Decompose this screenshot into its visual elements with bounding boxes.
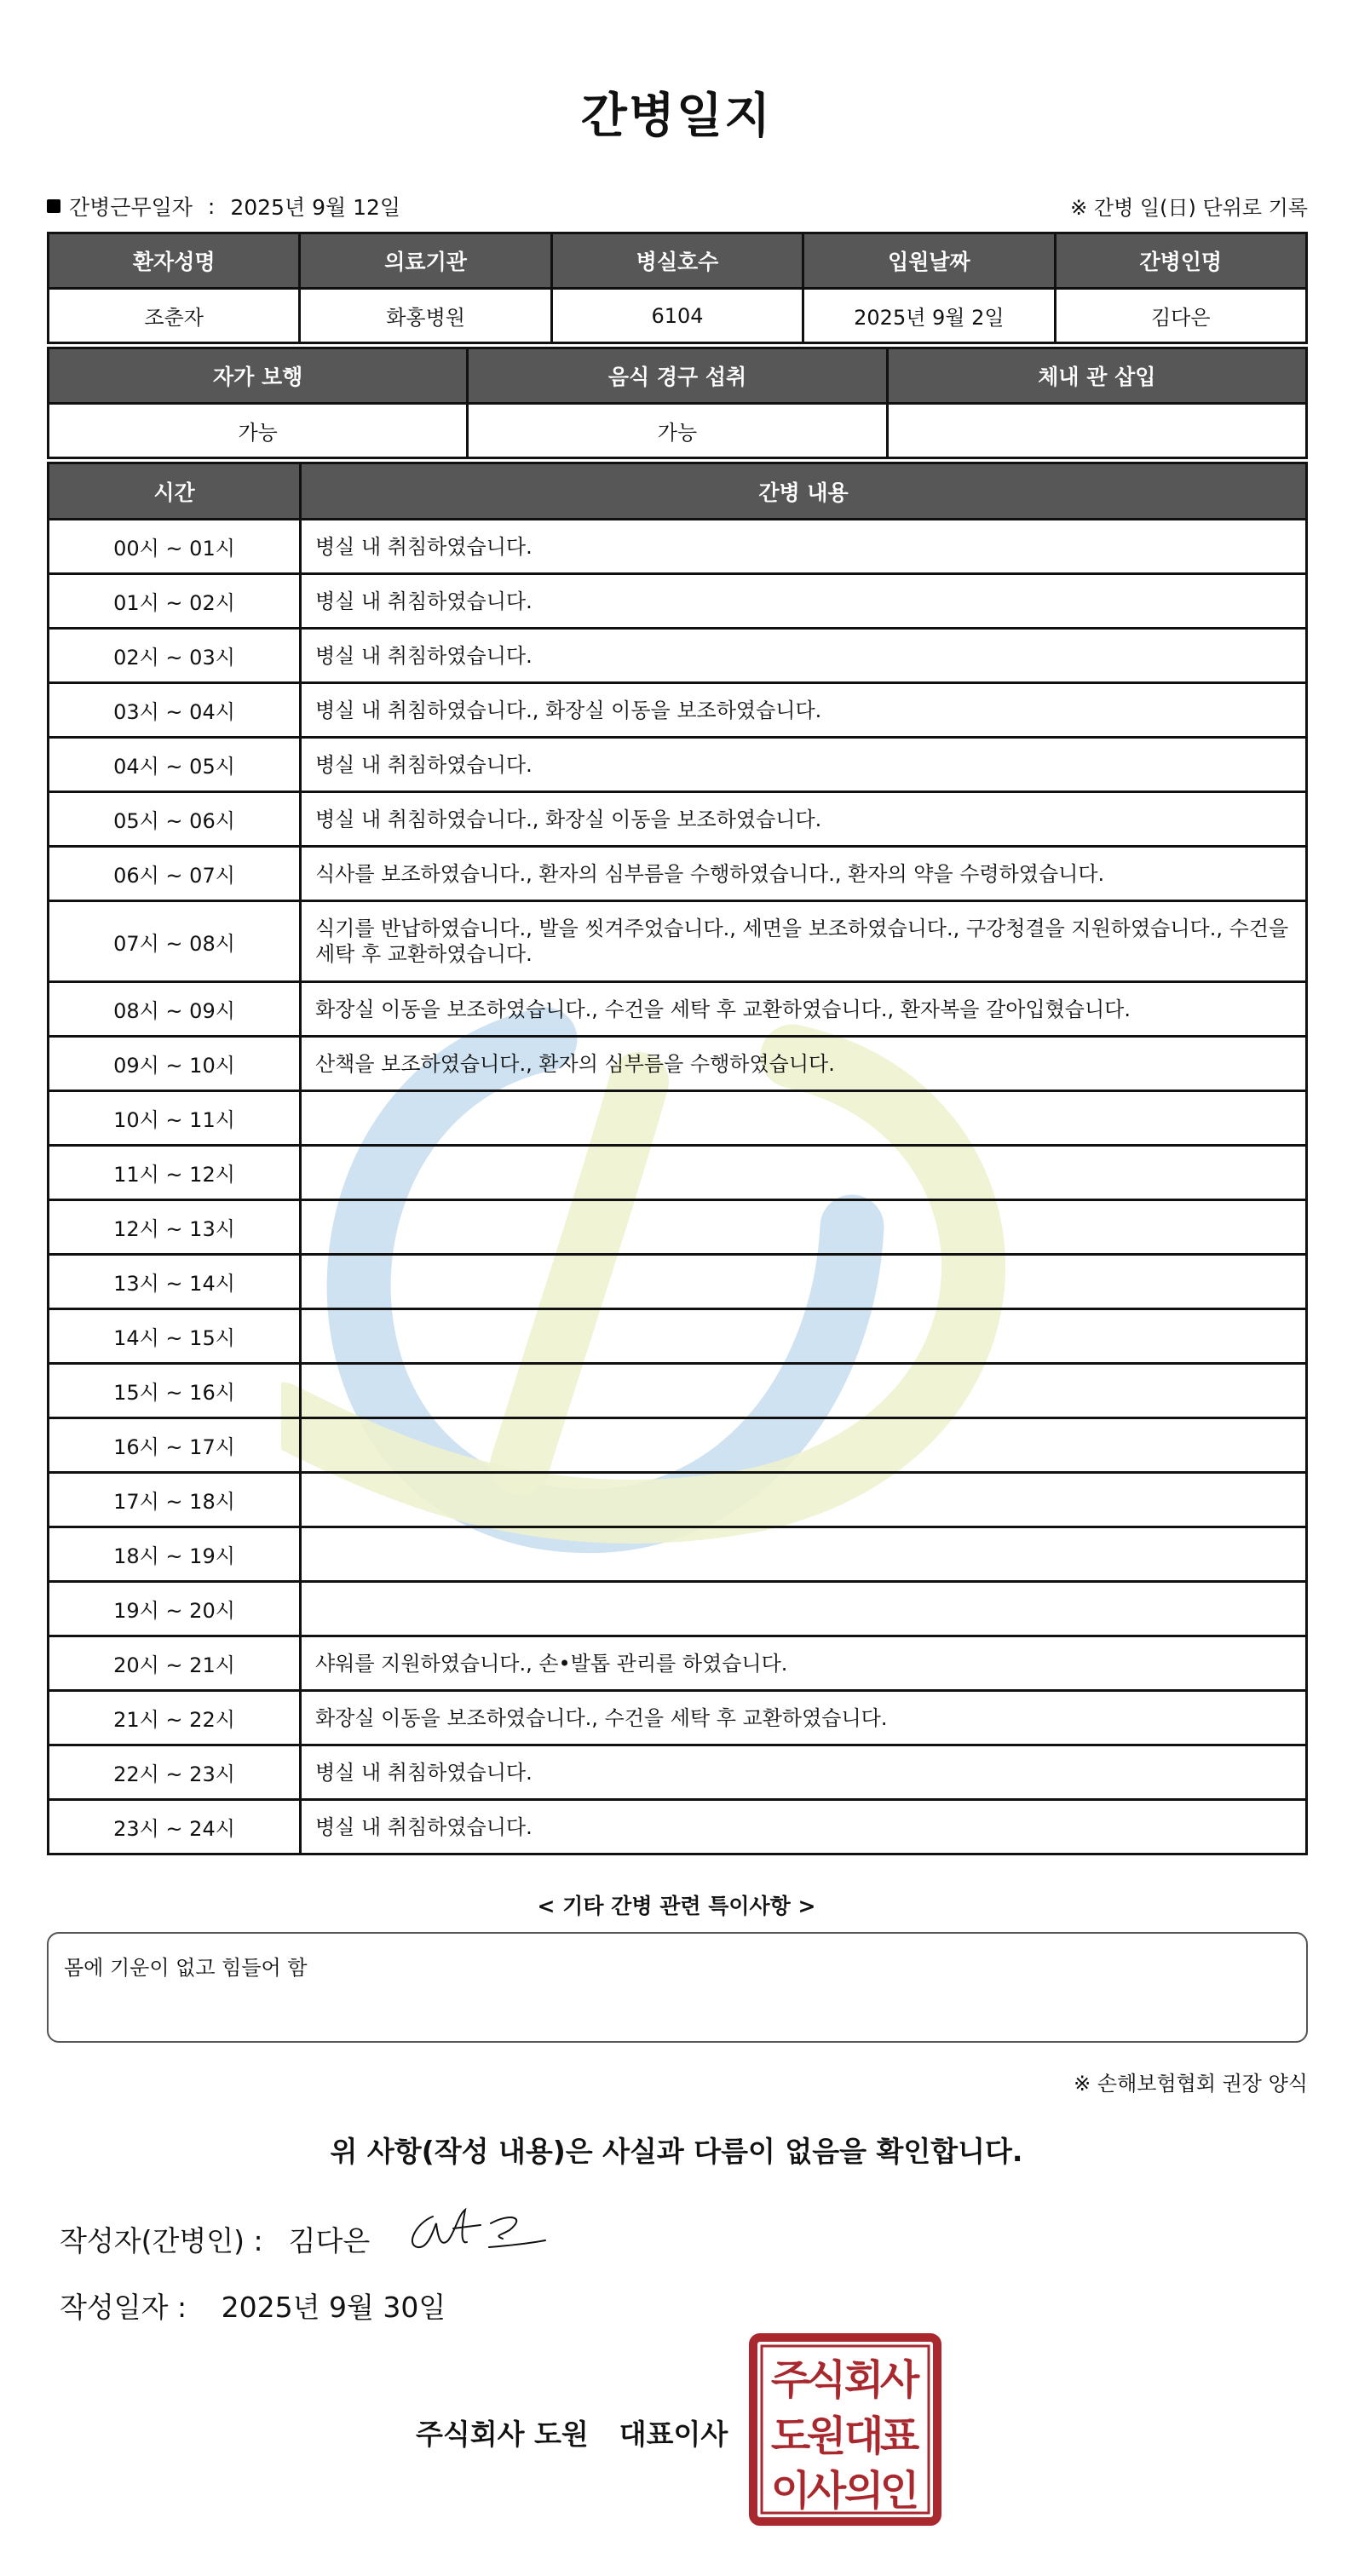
log-row <box>49 738 1307 792</box>
log-row <box>49 1418 1307 1473</box>
log-row <box>49 520 1307 574</box>
log-time: 19시 ~ 20시 <box>49 1582 301 1636</box>
patient-value-row <box>49 289 1307 343</box>
condition-header-row <box>49 348 1307 404</box>
header-hospital: 의료기관 <box>300 233 551 289</box>
work-date <box>47 191 400 221</box>
log-row <box>49 1255 1307 1309</box>
svg-text:원: 원 <box>806 2412 847 2460</box>
log-row <box>49 1200 1307 1255</box>
log-time: 10시 ~ 11시 <box>49 1091 301 1146</box>
log-content <box>301 1473 1307 1527</box>
svg-text:인: 인 <box>879 2467 920 2515</box>
company-name: 주식회사 도원 <box>416 2418 589 2451</box>
notes-box <box>47 1932 1308 2043</box>
log-time: 07시 ~ 08시 <box>49 901 301 982</box>
header-self-walking: 자가 보행 <box>49 348 468 404</box>
log-content <box>301 1418 1307 1473</box>
log-content <box>301 1255 1307 1309</box>
log-content: 병실 내 취침하였습니다. <box>301 629 1307 683</box>
log-row <box>49 1146 1307 1200</box>
patient-header-row <box>49 233 1307 289</box>
page-title: 간병일지 <box>580 89 773 144</box>
log-content <box>301 1091 1307 1146</box>
header-admission-date: 입원날짜 <box>803 233 1055 289</box>
log-time: 22시 ~ 23시 <box>49 1745 301 1800</box>
log-content: 병실 내 취침하였습니다. <box>301 574 1307 629</box>
written-date-line <box>60 2286 446 2326</box>
log-row <box>49 1636 1307 1691</box>
writer-name: 김다은 <box>288 2224 371 2257</box>
log-time: 01시 ~ 02시 <box>49 574 301 629</box>
caregiver-name: 김다은 <box>1055 289 1306 343</box>
log-time: 11시 ~ 12시 <box>49 1146 301 1200</box>
header-caregiver-name: 간병인명 <box>1055 233 1306 289</box>
log-content: 샤워를 지원하였습니다., 손•발톱 관리를 하였습니다. <box>301 1636 1307 1691</box>
unit-note: ※ 간병 일(日) 단위로 기록 <box>1070 196 1308 220</box>
log-row <box>49 1745 1307 1800</box>
log-row <box>49 1527 1307 1582</box>
svg-text:식: 식 <box>806 2356 847 2404</box>
log-time: 15시 ~ 16시 <box>49 1364 301 1418</box>
log-header-row <box>49 463 1307 520</box>
log-time: 00시 ~ 01시 <box>49 520 301 574</box>
notes-title: < 기타 간병 관련 특이사항 > <box>537 1894 816 1918</box>
log-time: 05시 ~ 06시 <box>49 792 301 847</box>
svg-text:표: 표 <box>879 2412 920 2460</box>
confirm-statement: 위 사항(작성 내용)은 사실과 다름이 없음을 확인합니다. <box>330 2135 1023 2168</box>
self-walking-value: 가능 <box>49 404 468 458</box>
svg-text:회: 회 <box>843 2356 884 2404</box>
log-time: 20시 ~ 21시 <box>49 1636 301 1691</box>
log-time: 17시 ~ 18시 <box>49 1473 301 1527</box>
log-content: 병실 내 취침하였습니다. <box>301 520 1307 574</box>
log-content: 병실 내 취침하였습니다. <box>301 1745 1307 1800</box>
log-row <box>49 1800 1307 1854</box>
log-row <box>49 1691 1307 1745</box>
company-rep-title: 대표이사 <box>619 2418 728 2451</box>
condition-table <box>47 347 1308 459</box>
log-content: 식사를 보조하였습니다., 환자의 심부름을 수행하였습니다., 환자의 약을 수령하였습니다. <box>301 847 1307 901</box>
log-content <box>301 1527 1307 1582</box>
log-time: 02시 ~ 03시 <box>49 629 301 683</box>
log-content: 병실 내 취침하였습니다., 화장실 이동을 보조하였습니다. <box>301 792 1307 847</box>
log-content <box>301 1309 1307 1364</box>
log-content <box>301 1582 1307 1636</box>
log-content: 식기를 반납하였습니다., 발을 씻겨주었습니다., 세면을 보조하였습니다., 구강청결을 지원하였습니다., 수건을 세탁 후 교환하였습니다. <box>301 901 1307 982</box>
signature-icon <box>399 2198 552 2266</box>
log-row <box>49 901 1307 982</box>
log-row <box>49 1091 1307 1146</box>
svg-text:주: 주 <box>770 2356 811 2404</box>
log-row <box>49 792 1307 847</box>
oral-intake-value: 가능 <box>468 404 887 458</box>
log-row <box>49 1582 1307 1636</box>
log-time: 06시 ~ 07시 <box>49 847 301 901</box>
log-content: 화장실 이동을 보조하였습니다., 수건을 세탁 후 교환하였습니다. <box>301 1691 1307 1745</box>
company-line <box>416 2412 728 2452</box>
log-row <box>49 847 1307 901</box>
log-content: 화장실 이동을 보조하였습니다., 수건을 세탁 후 교환하였습니다., 환자복을 갈아입혔습니다. <box>301 982 1307 1037</box>
log-body <box>49 520 1307 1854</box>
svg-text:사: 사 <box>806 2467 847 2515</box>
writer-line <box>60 2219 370 2259</box>
hospital-name: 화홍병원 <box>300 289 551 343</box>
header-oral-intake: 음식 경구 섭취 <box>468 348 887 404</box>
admission-date: 2025년 9월 2일 <box>803 289 1055 343</box>
log-time: 12시 ~ 13시 <box>49 1200 301 1255</box>
log-time: 03시 ~ 04시 <box>49 683 301 738</box>
room-number: 6104 <box>551 289 803 343</box>
log-row <box>49 1364 1307 1418</box>
log-row <box>49 1309 1307 1364</box>
header-patient-name: 환자성명 <box>49 233 300 289</box>
work-date-value: 2025년 9월 12일 <box>230 195 401 220</box>
header-time: 시간 <box>49 463 301 520</box>
svg-text:대: 대 <box>843 2412 884 2460</box>
work-date-separator: : <box>207 193 216 219</box>
log-row <box>49 683 1307 738</box>
recommend-note: ※ 손해보험협회 권장 양식 <box>1074 2072 1308 2096</box>
log-content <box>301 1200 1307 1255</box>
log-time: 14시 ~ 15시 <box>49 1309 301 1364</box>
log-row <box>49 1473 1307 1527</box>
log-row <box>49 574 1307 629</box>
log-content: 산책을 보조하였습니다., 환자의 심부름을 수행하였습니다. <box>301 1037 1307 1091</box>
log-row <box>49 982 1307 1037</box>
company-seal-icon <box>748 2332 942 2527</box>
notes-text: 몸에 기운이 없고 힘들어 함 <box>64 1956 308 1980</box>
square-bullet-icon <box>47 199 60 213</box>
svg-text:의: 의 <box>843 2467 884 2515</box>
log-content: 병실 내 취침하였습니다., 화장실 이동을 보조하였습니다. <box>301 683 1307 738</box>
log-content <box>301 1146 1307 1200</box>
writer-label: 작성자(간병인) : <box>60 2224 263 2257</box>
header-tube-insertion: 체내 관 삽입 <box>887 348 1306 404</box>
log-content <box>301 1364 1307 1418</box>
svg-text:도: 도 <box>770 2412 811 2460</box>
header-room: 병실호수 <box>551 233 803 289</box>
log-row <box>49 629 1307 683</box>
log-time: 18시 ~ 19시 <box>49 1527 301 1582</box>
condition-value-row <box>49 404 1307 458</box>
log-content: 병실 내 취침하였습니다. <box>301 1800 1307 1854</box>
log-time: 16시 ~ 17시 <box>49 1418 301 1473</box>
header-care-content: 간병 내용 <box>301 463 1307 520</box>
log-time: 13시 ~ 14시 <box>49 1255 301 1309</box>
log-time: 08시 ~ 09시 <box>49 982 301 1037</box>
log-time: 09시 ~ 10시 <box>49 1037 301 1091</box>
written-date-label: 작성일자 : <box>60 2291 187 2324</box>
hourly-log-table <box>47 462 1308 1855</box>
meta-row <box>47 187 1308 221</box>
patient-name: 조춘자 <box>49 289 300 343</box>
patient-info-table <box>47 232 1308 344</box>
tube-insertion-value <box>887 404 1306 458</box>
svg-text:사: 사 <box>879 2356 920 2404</box>
log-row <box>49 1037 1307 1091</box>
work-date-label: 간병근무일자 <box>69 195 193 220</box>
written-date-value: 2025년 9월 30일 <box>221 2291 446 2324</box>
svg-text:이: 이 <box>770 2467 811 2515</box>
log-time: 04시 ~ 05시 <box>49 738 301 792</box>
log-content: 병실 내 취침하였습니다. <box>301 738 1307 792</box>
log-time: 23시 ~ 24시 <box>49 1800 301 1854</box>
log-time: 21시 ~ 22시 <box>49 1691 301 1745</box>
